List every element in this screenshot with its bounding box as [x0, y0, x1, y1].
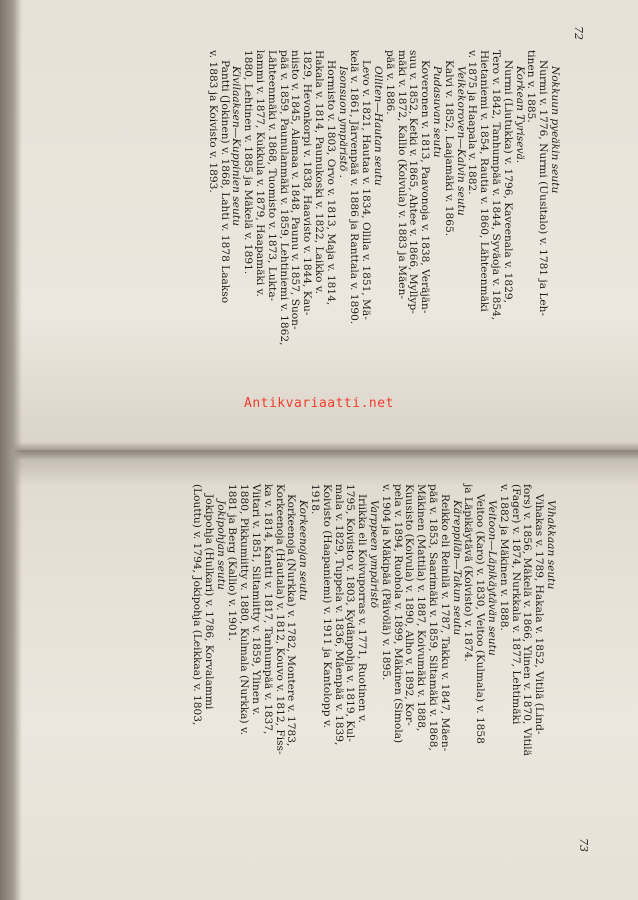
page-edge-shadow [0, 0, 22, 900]
text-line: (Louttu) v. 1794, Jokipohja (Leikkaa) v. 1803, [191, 484, 204, 726]
text-line: Pantti (Jokinen) v. 1868, Lahti v. 1878 Laakso [218, 60, 231, 304]
text-line: ja Läpikäytävä (Koivisto) v. 1874. [462, 484, 475, 662]
text-line: Vihakas v. 1789, Hakala v. 1852, Vitilä (Lind- [533, 494, 546, 735]
section-heading: Nokkuun pyeäkin seutu [549, 66, 561, 194]
section-heading: Korkeenojan seutu [297, 500, 310, 601]
text-line: lammi v. 1877, Kukkula v. 1879, Haapamäki v. [254, 50, 267, 297]
text-line: Hormisto v. 1803, Orvo v. 1813, Maja v. 1814, [324, 60, 337, 306]
text-line: 1795, Koivisto v. 1803, Kydänpohja v. 1819, Kul- [344, 484, 357, 742]
text-line: Mäkinen (Mattila) v. 1887, Koivumäki v. 1888, [415, 484, 428, 732]
text-line: Korkeenoja (Hautala) v. 1812, Kouvo v. 1812, Fiss- [273, 484, 286, 755]
text-line: Nurmi (Liutukka) v. 1796, Kaveenala v. 1829, [501, 60, 514, 303]
section-heading: Varppeen ympäristö [368, 500, 381, 609]
text-line: 1829, Hevonkorpi v. 1838, Haavisto v. 1844, Kau- [301, 50, 314, 316]
text-line: fors) v. 1856, Mäkelä v. 1866, Ylinen v. 1870, Vitilä [521, 484, 534, 756]
page-72-text [206, 50, 560, 395]
text-line: Koivisto (Haapaniemi) v. 1911 ja Kantolopp v. [320, 484, 333, 728]
section-heading: Pudasuvan seutu [431, 66, 444, 158]
text-line: Hakala v. 1814, Paunukoski v. 1822, Laikko v. [313, 50, 326, 294]
text-line: (Fager) v. 1874, Nurkkala v. 1877, Lehtimäki [509, 484, 522, 725]
text-line: 1918. [309, 484, 322, 515]
text-line: Nurmi v. 1776, Nurmi (Uusitalo) v. 1781 ja Leh- [537, 60, 550, 317]
text-line: pää v. 1859, Paunulanmäki v. 1859, Lehtiniemi v. 1862, [277, 50, 290, 346]
text-line: kelä v. 1861, Järvenpää v. 1886 ja Ranttala v. 1890. [348, 50, 361, 325]
section-heading: Käreppilän—Takun seutu [450, 500, 463, 636]
section-heading: Korkean Tyrisevä. [513, 66, 526, 164]
text-line: mala v. 1829, Tuppela v. 1836, Mäenpää v. 1839, [332, 484, 345, 746]
text-line: Iriikka eli Koivuporras v. 1771, Ruotinen v. [356, 494, 369, 723]
text-line: 1880, Pikkumiitty v. 1880, Kulmala (Nurkka) v. [238, 484, 251, 736]
text-line: 1880, Lehtinen v. 1885 ja Mäkelä v. 1891. [242, 50, 255, 275]
text-line: Viitari v. 1851, Siltamiitty v. 1859, Ylinen v. [250, 484, 263, 716]
text-line: Koveronen v. 1813, Paavonoja v. 1838, Veräjän- [419, 60, 432, 314]
page-number-bottom: 73 [577, 838, 590, 852]
section-heading: Isonsuon ympäristö . [336, 66, 349, 179]
text-line: Veitoo (Karo) v. 1830, Veitoo (Kulmala) v. 1858 [474, 494, 487, 744]
text-line: v. 1875 ja Haapala v. 1882. [466, 50, 479, 195]
text-line: tinen v. 1885. [525, 50, 538, 123]
text-line: Tero v. 1842, Tanhumpää v. 1844, Syväoja v. 1854, [490, 50, 503, 321]
text-line: 1881 ja Berg (Kallio) v. 1901. [226, 484, 239, 641]
section-heading: Jokipohjan seutu [214, 500, 227, 590]
text-line: Lähteenmäki v. 1868, Tuomisto v. 1873, Lukta- [265, 50, 278, 302]
text-line: v. 1883 ja Koivisto v. 1893. [206, 50, 219, 193]
section-heading: Veitoon—Läpikäytävän seutu [486, 500, 499, 656]
text-line: suu v. 1852, Ketki v. 1865, Ahtee v. 1866, Myllyp- [407, 50, 420, 314]
text-line: ka v. 1814, Kantti v. 1817, Tanhumpää v. 1837, [261, 484, 274, 735]
section-heading: Olliten—Hautan seutu [372, 66, 385, 186]
section-heading: Vihakkaan seutu [545, 500, 557, 590]
text-line: pää v. 1853, Saarimäki v. 1859, Siltamäki v. 1868, [427, 484, 440, 751]
text-line: Levo v. 1821, Hautaa v. 1834, Ollila v. 1851, Mä- [360, 60, 373, 320]
section-heading: Kivilaaksen—Kuppinien seutu [230, 66, 243, 226]
text-line: Hietaniemi v. 1854, Rautia v. 1860, Lähteenmäki [478, 50, 491, 312]
book-gutter [0, 442, 638, 460]
text-line: pela v. 1894, Ruohola v. 1899, Mäkinen (Simola) [391, 484, 404, 744]
text-line: Kuusisto (Koivula) v. 1890, Alho v. 1892, Kor- [403, 484, 416, 726]
text-line: mäki v. 1872, Kallio (Koivula) v. 1883 ja Mäen- [395, 50, 408, 299]
text-line: v. 1904 ja Mäkipää (Päivölä) v. 1895. [379, 484, 392, 681]
section-heading: Veikekoroven—Kalvin seutu [454, 66, 467, 216]
text-line: Reikko eli Reinilä v. 1787, Takku v. 1847, Mäen- [438, 494, 451, 752]
text-line: Jokipohja (Hulkari) v. 1786, Korvalammi [202, 494, 215, 710]
page-number-top: 72 [572, 26, 585, 40]
text-line: niisto v. 1845, Alamaa v. 1848, Paunu v. 1857, Suon- [289, 50, 302, 330]
text-line: v. 1882 ja Mäkinen v. 1888. [497, 484, 510, 631]
text-line: pää v. 1886. [383, 50, 396, 115]
page-73-text [190, 484, 556, 829]
watermark: Antikvariaatti.net [244, 396, 394, 411]
text-line: Korkeenoja (Nurkka) v. 1782, Montere v. 1783, [285, 494, 298, 747]
text-line: Kalvi v. 1852, Laajamäki v. 1865. [442, 60, 455, 237]
